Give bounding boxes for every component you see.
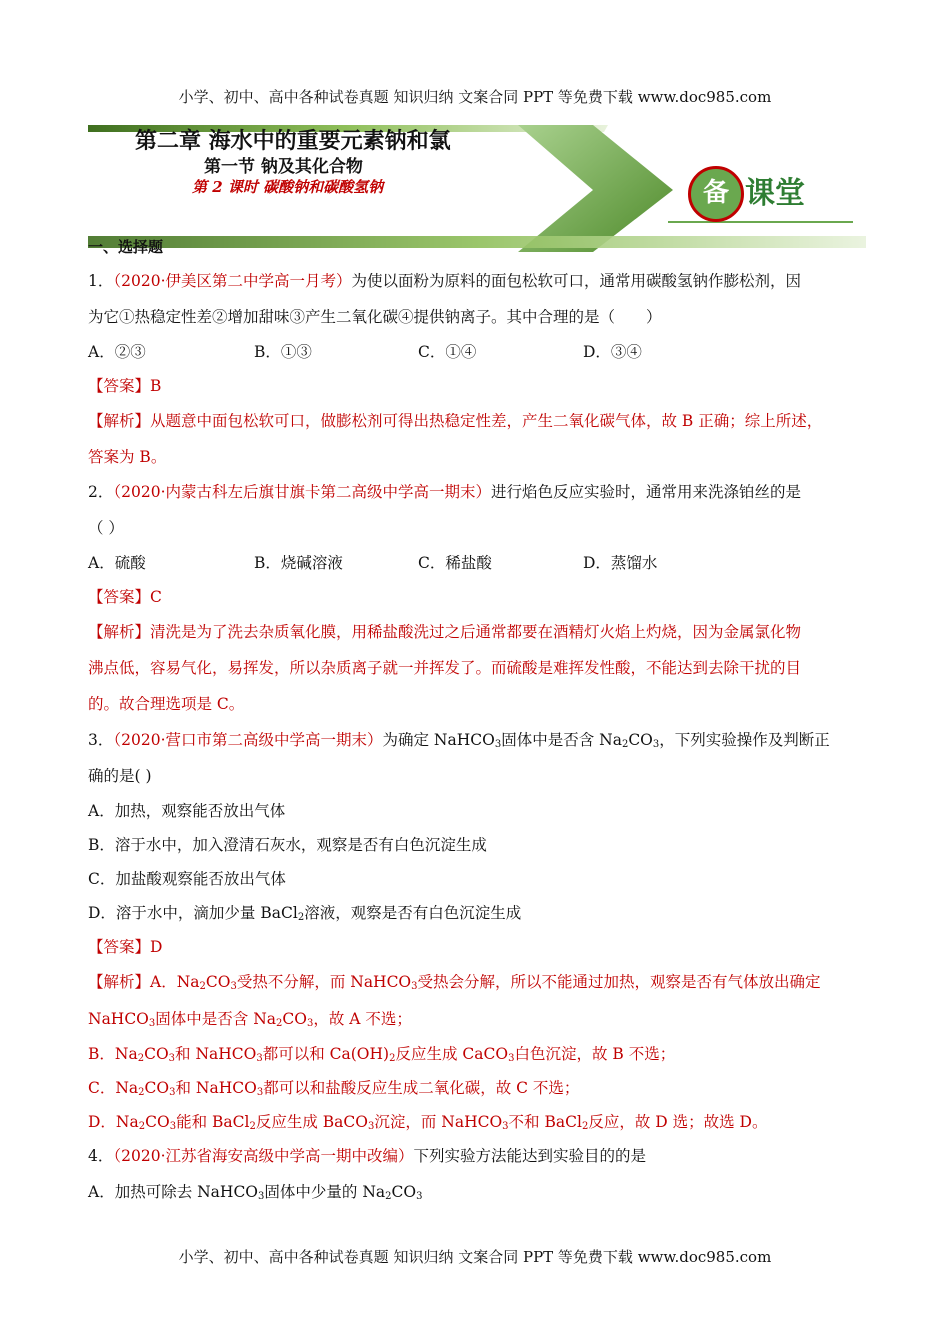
question-2-answer: 【答案】C <box>88 588 162 606</box>
option-a: A．加热可除去 NaHCO$_3$固体中少量的 $Na_2CO_3$ <box>88 1183 423 1202</box>
banner-chevron <box>518 125 673 252</box>
option-a: A．加热，观察能否放出气体 <box>88 802 286 820</box>
option-d: D．蒸馏水 <box>583 554 658 572</box>
logo-badge: 备 <box>688 166 744 222</box>
option-c: C．稀盐酸 <box>418 554 492 572</box>
question-2-options <box>88 553 868 573</box>
section-heading: 一、选择题 <box>88 238 164 256</box>
banner-bottom-bar <box>88 236 866 248</box>
lesson-title: 第 2 课时 碳酸钠和碳酸氢钠 <box>192 178 384 196</box>
option-b: B．①③ <box>254 343 312 361</box>
question-2-stem-cont: （ ） <box>88 519 124 537</box>
question-2-explanation-cont: 沸点低，容易气化，易挥发，所以杂质离子就一并挥发了。而硫酸是难挥发性酸，不能达到去除干扰的目 <box>88 659 802 677</box>
option-b: B．溶于水中，加入澄清石灰水，观察是否有白色沉淀生成 <box>88 836 487 854</box>
option-a: A．②③ <box>88 343 146 361</box>
question-1-answer: 【答案】B <box>88 377 162 395</box>
question-3-explanation: 【解析】A．$Na_2CO_3$受热不分解，而 NaHCO$_3$受热会分解，所以不能通过加热，观察是否有气体放出确定 <box>88 973 821 992</box>
question-1-stem: 1．（2020·伊美区第二中学高一月考）为使以面粉为原料的面包松软可口，通常用碳酸氢钠作膨松剂，因 <box>88 272 802 290</box>
question-3-explanation-c: C．$Na_2CO_3$和 NaHCO$_3$都可以和盐酸反应生成二氧化碳，故 C 不选； <box>88 1079 580 1098</box>
question-3-explanation-cont: NaHCO$_3$固体中是否含 $Na_2CO_3$，故 A 不选； <box>88 1010 412 1029</box>
question-1-explanation-cont: 答案为 B。 <box>88 448 167 466</box>
question-3-explanation-b: B．$Na_2CO_3$和 NaHCO$_3$都可以和 $Ca(OH)_2$反应生成 CaCO$_3$白色沉淀，故 B 不选； <box>88 1045 676 1064</box>
question-3-stem: 3．（2020·营口市第二高级中学高一期末）为确定 NaHCO$_3$固体中是否含 $Na_2CO_3$，下列实验操作及判断正 <box>88 731 830 750</box>
option-d: D．溶于水中，滴加少量 BaCl$_2$溶液，观察是否有白色沉淀生成 <box>88 904 522 923</box>
question-1-stem-cont: 为它①热稳定性差②增加甜味③产生二氧化碳④提供钠离子。其中合理的是（ ） <box>88 308 662 326</box>
question-2-stem: 2．（2020·内蒙古科左后旗甘旗卡第二高级中学高一期末）进行焰色反应实验时，通常用来洗涤铂丝的是 <box>88 483 802 501</box>
logo-text: 课堂 <box>745 176 805 211</box>
option-b: B．烧碱溶液 <box>254 554 343 572</box>
site-footer: 小学、初中、高中各种试卷真题 知识归纳 文案合同 PPT 等免费下载 www.doc985.com <box>178 1248 772 1266</box>
option-c: C．加盐酸观察能否放出气体 <box>88 870 286 888</box>
question-3-answer: 【答案】D <box>88 938 163 956</box>
question-1-explanation: 【解析】从题意中面包松软可口，做膨松剂可得出热稳定性差，产生二氧化碳气体，故 B 正确；综上所述， <box>88 412 823 430</box>
question-3-stem-cont: 确的是( ) <box>88 767 152 785</box>
question-2-explanation-end: 的。故合理选项是 C。 <box>88 695 245 713</box>
option-d: D．③④ <box>583 343 642 361</box>
section-title: 第一节 钠及其化合物 <box>204 157 363 177</box>
option-a: A．硫酸 <box>88 554 146 572</box>
site-header: 小学、初中、高中各种试卷真题 知识归纳 文案合同 PPT 等免费下载 www.doc985.com <box>178 88 772 106</box>
option-c: C．①④ <box>418 343 477 361</box>
chapter-title: 第二章 海水中的重要元素钠和氯 <box>135 129 451 154</box>
question-1-options <box>88 342 868 362</box>
question-3-explanation-d: D．$Na_2CO_3$能和 BaCl$_2$反应生成 BaCO$_3$沉淀，而 NaHCO$_3$不和 BaCl$_2$反应，故 D 选；故选 D。 <box>88 1113 768 1132</box>
question-2-explanation: 【解析】清洗是为了洗去杂质氧化膜，用稀盐酸洗过之后通常都要在酒精灯火焰上灼烧，因为金属氯化物 <box>88 623 802 641</box>
question-4-stem: 4．（2020·江苏省海安高级中学高一期中改编）下列实验方法能达到实验目的的是 <box>88 1147 647 1165</box>
